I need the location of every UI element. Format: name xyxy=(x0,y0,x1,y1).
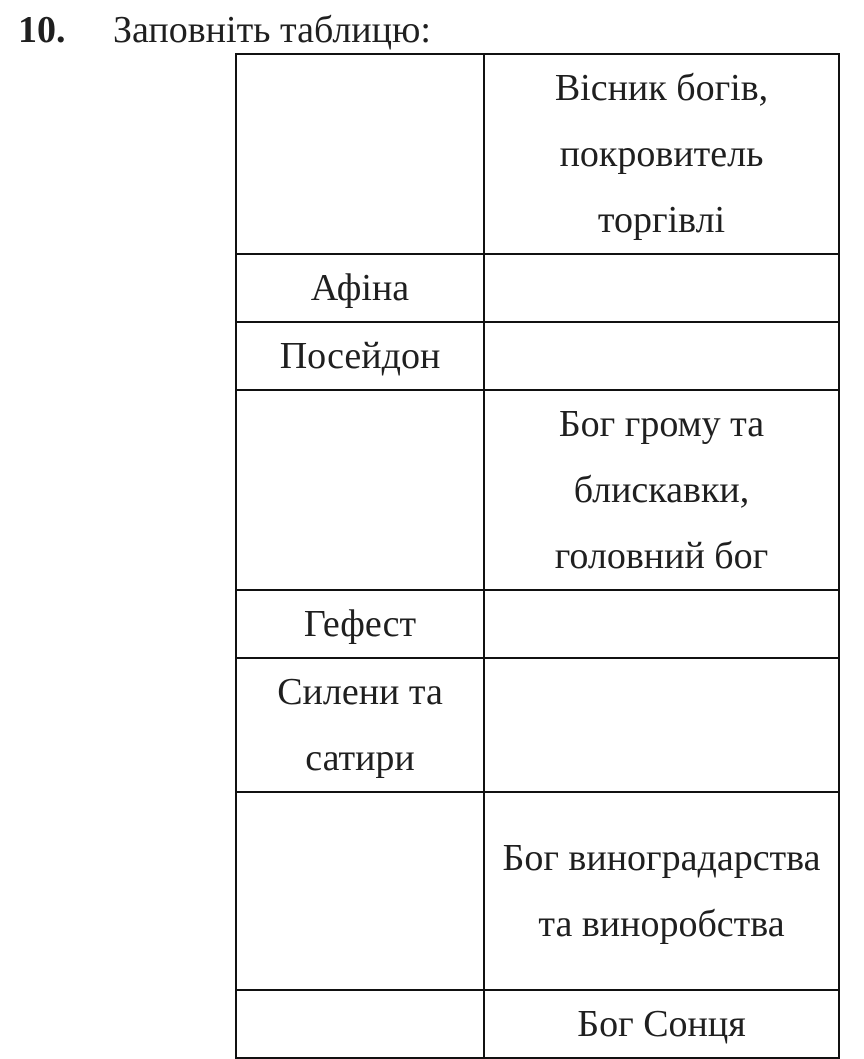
table-row xyxy=(236,590,839,658)
table-row xyxy=(236,390,839,590)
god-description-cell xyxy=(484,322,839,390)
table-row xyxy=(236,792,839,990)
god-name-cell xyxy=(236,390,484,590)
table-row xyxy=(236,54,839,254)
god-name-cell: Гефест xyxy=(236,590,484,658)
task-instruction: Заповніть таблицю: xyxy=(113,9,431,51)
god-description-cell: Бог виноградарства та виноробства xyxy=(484,792,839,990)
god-name-cell xyxy=(236,990,484,1058)
table-row xyxy=(236,322,839,390)
god-description-cell: Вісник богів, покровитель торгівлі xyxy=(484,54,839,254)
gods-table xyxy=(235,53,840,1059)
god-name-cell: Силени та сатири xyxy=(236,658,484,792)
task-number: 10. xyxy=(18,9,66,51)
table-row xyxy=(236,658,839,792)
god-name-cell xyxy=(236,54,484,254)
god-description-cell xyxy=(484,590,839,658)
god-name-cell: Посейдон xyxy=(236,322,484,390)
god-description-cell xyxy=(484,658,839,792)
god-description-cell: Бог Сонця xyxy=(484,990,839,1058)
god-description-cell: Бог грому та блискавки, головний бог xyxy=(484,390,839,590)
table-row xyxy=(236,254,839,322)
god-name-cell xyxy=(236,792,484,990)
god-name-cell: Афіна xyxy=(236,254,484,322)
god-description-cell xyxy=(484,254,839,322)
table-row xyxy=(236,990,839,1058)
